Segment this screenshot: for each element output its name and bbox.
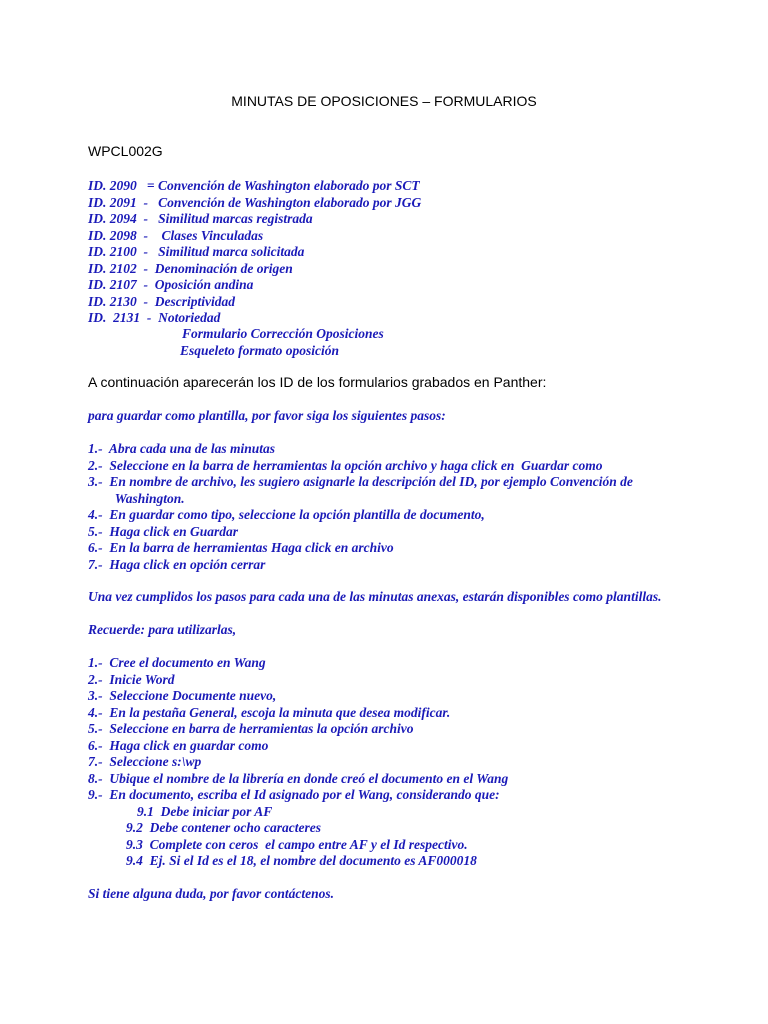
step-item: 1.- Abra cada una de las minutas — [88, 441, 276, 456]
usage-item: 2.- Inicie Word — [88, 671, 175, 687]
id-item: ID. 2091 - Convención de Washington elaborado por JGG — [88, 194, 422, 210]
usage-item: 8.- Ubique el nombre de la librería en donde creó el documento en el Wang — [88, 770, 509, 786]
step-item: 6.- En la barra de herramientas Haga click en archivo — [88, 540, 394, 555]
steps-heading: para guardar como plantilla, por favor siga los siguientes pasos: — [88, 408, 446, 423]
extra-form-item: Esqueleto formato oposición — [180, 342, 340, 358]
usage-item: 7.- Seleccione s:\wp — [88, 754, 202, 769]
step-item: Washington. — [88, 490, 185, 506]
intro-text: A continuación aparecerán los ID de los formularios grabados en Panther: — [88, 374, 547, 390]
usage-item: 9.- En documento, escriba el Id asignado por el Wang, considerando que: — [88, 787, 500, 802]
id-item: ID. 2107 - Oposición andina — [88, 277, 254, 292]
id-item: ID. 2094 - Similitud marcas registrada — [88, 211, 313, 226]
step-item: 2.- Seleccione en la barra de herramientas la opción archivo y haga click en Guardar como — [88, 457, 603, 473]
step-item: 5.- Haga click en Guardar — [88, 523, 238, 539]
id-item: ID. 2098 - Clases Vinculadas — [88, 227, 264, 243]
sub-item: 9.1 Debe iniciar por AF — [137, 803, 273, 819]
closing-text: Si tiene alguna duda, por favor contáctenos. — [88, 886, 335, 901]
id-item: ID. 2131 - Notoriedad — [88, 310, 221, 325]
step-item: 7.- Haga click en opción cerrar — [88, 556, 266, 572]
sub-item: 9.2 Debe contener ocho caracteres — [126, 820, 321, 835]
sub-item: 9.4 Ej. Si el Id es el 18, el nombre del documento es AF000018 — [126, 853, 477, 868]
id-item: ID. 2090 = Convención de Washington elaborado por SCT — [88, 178, 420, 193]
document-title: MINUTAS DE OPOSICIONES – FORMULARIOS — [231, 93, 537, 109]
step-item: 3.- En nombre de archivo, les sugiero asignarle la descripción del ID, por ejemplo Convención de — [88, 474, 633, 489]
usage-item: 3.- Seleccione Documente nuevo, — [88, 688, 277, 703]
id-item: ID. 2130 - Descriptividad — [88, 293, 235, 309]
extra-form-item: Formulario Corrección Oposiciones — [182, 326, 384, 341]
usage-item: 6.- Haga click en guardar como — [88, 737, 269, 753]
usage-item: 5.- Seleccione en barra de herramientas la opción archivo — [88, 721, 414, 736]
id-item: ID. 2100 - Similitud marca solicitada — [88, 244, 305, 259]
usage-item: 1.- Cree el documento en Wang — [88, 655, 266, 670]
document-code: WPCL002G — [88, 143, 163, 159]
usage-item: 4.- En la pestaña General, escoja la minuta que desea modificar. — [88, 704, 451, 720]
step-item: 4.- En guardar como tipo, seleccione la opción plantilla de documento, — [88, 507, 485, 522]
reminder-text: Recuerde: para utilizarlas, — [88, 622, 237, 637]
sub-item: 9.3 Complete con ceros el campo entre AF y el Id respectivo. — [126, 836, 468, 852]
id-item: ID. 2102 - Denominación de origen — [88, 260, 293, 276]
completion-text: Una vez cumplidos los pasos para cada una de las minutas anexas, estarán disponibles como plantillas. — [88, 589, 662, 604]
